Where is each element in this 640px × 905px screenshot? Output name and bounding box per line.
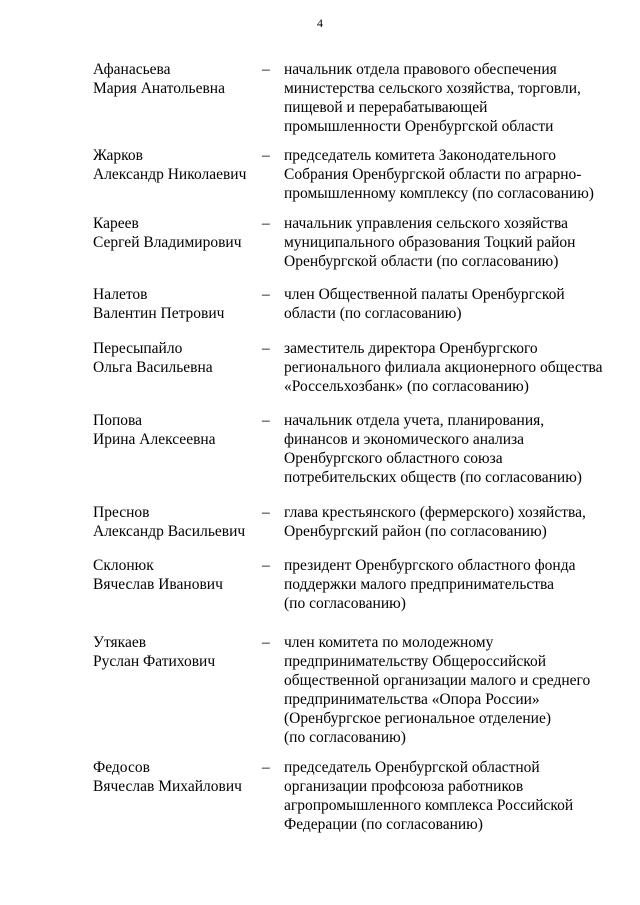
dash-separator: – — [262, 759, 270, 776]
role-line: Федерации (по согласованию) — [284, 816, 483, 833]
dash-separator: – — [262, 61, 270, 78]
member-given-names: Александр Николаевич — [93, 166, 247, 183]
dash-separator: – — [262, 557, 270, 574]
member-name — [93, 556, 263, 594]
member-name — [93, 503, 263, 541]
member-name — [93, 60, 263, 98]
member-given-names: Ирина Алексеевна — [93, 431, 216, 448]
role-line: общественной организации малого и среднего — [284, 672, 591, 689]
member-name — [93, 214, 263, 252]
role-line: (по согласованию) — [284, 595, 406, 612]
role-line: промышленности Оренбургской области — [284, 118, 554, 135]
member-role — [284, 411, 604, 487]
member-given-names: Александр Васильевич — [93, 523, 246, 540]
member-surname: Утякаев — [93, 634, 147, 651]
dash-separator: – — [262, 634, 270, 651]
role-line: глава крестьянского (фермерского) хозяйства, — [284, 504, 586, 521]
role-line: президент Оренбургского областного фонда — [284, 557, 576, 574]
role-line: финансов и экономического анализа — [284, 431, 525, 448]
role-line: Оренбургского областного союза — [284, 450, 503, 467]
member-given-names: Сергей Владимирович — [93, 234, 242, 251]
dash-separator: – — [262, 147, 270, 164]
member-entry — [0, 758, 640, 838]
member-given-names: Мария Анатольевна — [93, 80, 225, 97]
member-entry — [0, 633, 640, 758]
role-line: муниципального образования Тоцкий район — [284, 234, 576, 251]
member-role — [284, 556, 604, 613]
member-given-names: Вячеслав Иванович — [93, 576, 223, 593]
role-line: Оренбургский район (по согласованию) — [284, 523, 547, 540]
member-entry — [0, 411, 640, 503]
role-line: пищевой и перерабатывающей — [284, 99, 488, 116]
role-line: Собрания Оренбургской области по аграрно- — [284, 166, 582, 183]
role-line: председатель Оренбургской областной — [284, 759, 540, 776]
member-entry — [0, 146, 640, 214]
dash-separator: – — [262, 286, 270, 303]
member-entry — [0, 339, 640, 411]
member-entry — [0, 556, 640, 633]
dash-separator: – — [262, 412, 270, 429]
role-line: начальник отдела правового обеспечения — [284, 61, 557, 78]
member-surname: Афанасьева — [93, 61, 171, 78]
member-list — [0, 60, 640, 838]
role-line: «Россельхозбанк» (по согласованию) — [284, 378, 529, 395]
member-role — [284, 285, 604, 323]
role-line: агропромышленного комплекса Российской — [284, 797, 574, 814]
member-entry — [0, 60, 640, 146]
member-surname: Федосов — [93, 759, 150, 776]
role-line: поддержки малого предпринимательства — [284, 576, 555, 593]
member-surname: Пересыпайло — [93, 340, 183, 357]
role-line: (Оренбургское региональное отделение) — [284, 710, 552, 727]
member-surname: Склонюк — [93, 557, 154, 574]
member-surname: Кареев — [93, 215, 139, 232]
member-given-names: Ольга Васильевна — [93, 359, 213, 376]
member-name — [93, 339, 263, 377]
member-role — [284, 758, 604, 834]
role-line: министерства сельского хозяйства, торговли, — [284, 80, 581, 97]
member-name — [93, 146, 263, 184]
member-name — [93, 633, 263, 671]
role-line: регионального филиала акционерного общества — [284, 359, 603, 376]
member-name — [93, 285, 263, 323]
dash-separator: – — [262, 340, 270, 357]
dash-separator: – — [262, 504, 270, 521]
member-name — [93, 411, 263, 449]
role-line: предпринимательству Общероссийской — [284, 653, 547, 670]
page-number: 4 — [317, 16, 323, 30]
member-role — [284, 339, 604, 396]
member-given-names: Валентин Петрович — [93, 305, 225, 322]
member-role — [284, 503, 604, 541]
role-line: организации профсоюза работников — [284, 778, 524, 795]
role-line: член комитета по молодежному — [284, 634, 494, 651]
role-line: (по согласованию) — [284, 729, 406, 746]
member-surname: Жарков — [93, 147, 143, 164]
role-line: председатель комитета Законодательного — [284, 147, 557, 164]
member-role — [284, 146, 604, 203]
member-role — [284, 633, 604, 747]
role-line: Оренбургской области (по согласованию) — [284, 253, 559, 270]
dash-separator: – — [262, 215, 270, 232]
role-line: начальник отдела учета, планирования, — [284, 412, 545, 429]
member-entry — [0, 285, 640, 339]
role-line: предпринимательства «Опора России» — [284, 691, 540, 708]
role-line: промышленному комплексу (по согласованию) — [284, 185, 594, 202]
member-entry — [0, 214, 640, 285]
member-surname: Попова — [93, 412, 142, 429]
role-line: потребительских обществ (по согласованию) — [284, 469, 582, 486]
role-line: член Общественной палаты Оренбургской — [284, 286, 565, 303]
member-entry — [0, 503, 640, 556]
member-role — [284, 214, 604, 271]
member-name — [93, 758, 263, 796]
role-line: начальник управления сельского хозяйства — [284, 215, 568, 232]
member-surname: Налетов — [93, 286, 148, 303]
member-surname: Преснов — [93, 504, 150, 521]
role-line: заместитель директора Оренбургского — [284, 340, 538, 357]
role-line: области (по согласованию) — [284, 305, 462, 322]
member-role — [284, 60, 604, 136]
member-given-names: Вячеслав Михайлович — [93, 778, 242, 795]
member-given-names: Руслан Фатихович — [93, 653, 216, 670]
